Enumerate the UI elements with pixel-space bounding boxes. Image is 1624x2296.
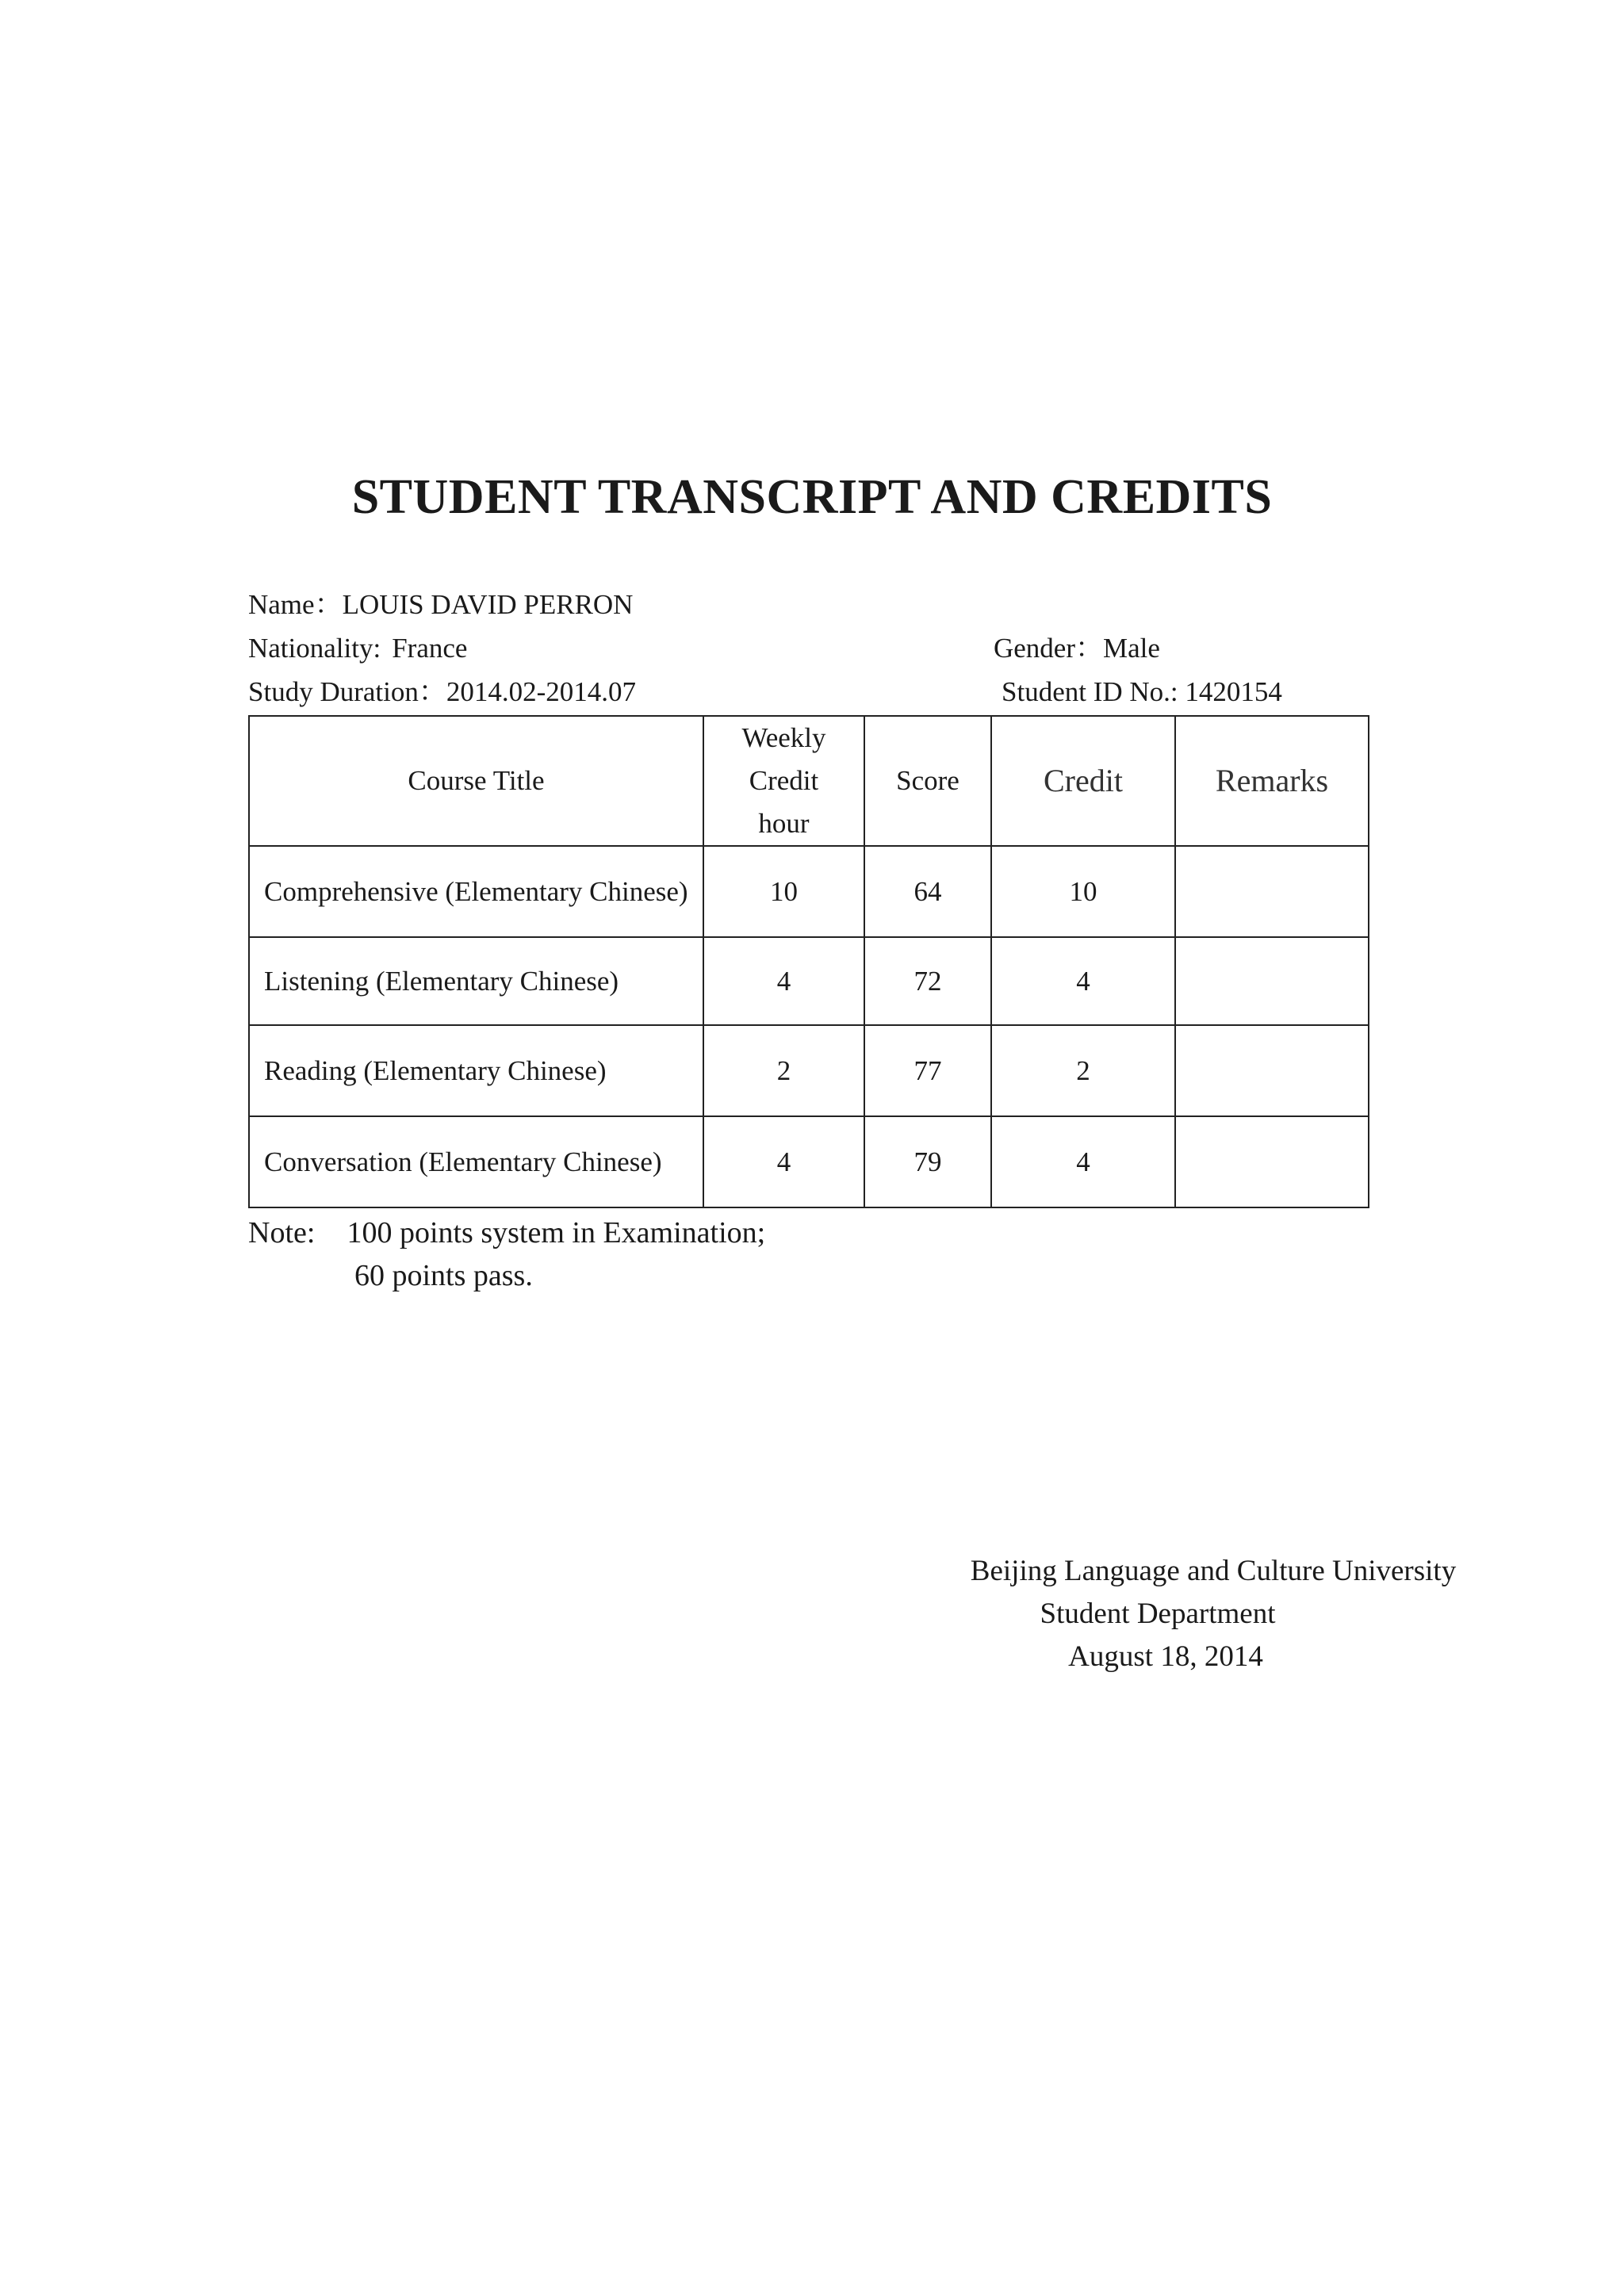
weekly-hours-cell: 2 xyxy=(703,1025,864,1116)
table-row xyxy=(249,937,1369,1025)
nationality-label: Nationality: xyxy=(248,633,381,664)
page-title: STUDENT TRANSCRIPT AND CREDITS xyxy=(351,470,1273,524)
remarks-cell xyxy=(1175,846,1369,937)
course-title-cell: Conversation (Elementary Chinese) xyxy=(249,1116,703,1207)
name-label: Name： xyxy=(248,589,343,620)
name-line xyxy=(248,587,633,622)
issuing-department: Student Department xyxy=(1040,1598,1276,1630)
student-id: 1420154 xyxy=(1185,676,1282,707)
remarks-cell xyxy=(1175,937,1369,1025)
weekly-header-line-1: Weekly xyxy=(741,722,826,753)
note-text-1: 100 points system in Examination; xyxy=(347,1216,766,1249)
score-cell: 72 xyxy=(864,937,991,1025)
credit-cell: 10 xyxy=(991,846,1175,937)
score-cell: 79 xyxy=(864,1116,991,1207)
duration-line xyxy=(248,675,636,710)
nationality-line xyxy=(248,631,467,666)
course-title-cell: Reading (Elementary Chinese) xyxy=(249,1025,703,1116)
issue-date: August 18, 2014 xyxy=(1068,1640,1263,1673)
remarks-cell xyxy=(1175,1025,1369,1116)
credit-cell: 4 xyxy=(991,1116,1175,1207)
score-cell: 77 xyxy=(864,1025,991,1116)
course-title-cell: Comprehensive (Elementary Chinese) xyxy=(249,846,703,937)
table-header-row xyxy=(249,716,1369,846)
issuing-university: Beijing Language and Culture University xyxy=(970,1555,1457,1587)
weekly-hours-cell: 4 xyxy=(703,937,864,1025)
credit-header: Credit xyxy=(991,716,1175,846)
course-title-cell: Listening (Elementary Chinese) xyxy=(249,937,703,1025)
student-nationality: France xyxy=(392,633,468,664)
table-row xyxy=(249,1025,1369,1116)
duration-label: Study Duration： xyxy=(248,676,446,707)
student-name: LOUIS DAVID PERRON xyxy=(342,589,634,620)
remarks-header: Remarks xyxy=(1175,716,1369,846)
transcript-table xyxy=(248,715,1369,1208)
student-id-label: Student ID No.: xyxy=(1002,676,1178,707)
gender-line xyxy=(994,631,1160,666)
table-row xyxy=(249,846,1369,937)
note-text-2: 60 points pass. xyxy=(354,1259,533,1292)
student-id-line xyxy=(1002,675,1282,710)
gender-label: Gender： xyxy=(994,633,1104,664)
weekly-hours-cell: 4 xyxy=(703,1116,864,1207)
credit-cell: 2 xyxy=(991,1025,1175,1116)
score-cell: 64 xyxy=(864,846,991,937)
weekly-header-line-3: hour xyxy=(758,808,810,839)
note-label: Note: xyxy=(248,1216,316,1249)
remarks-cell xyxy=(1175,1116,1369,1207)
student-gender: Male xyxy=(1103,633,1160,664)
table-row xyxy=(249,1116,1369,1207)
weekly-header-line-2: Credit xyxy=(749,765,819,796)
study-duration: 2014.02-2014.07 xyxy=(446,676,637,707)
weekly-hours-cell: 10 xyxy=(703,846,864,937)
note-line-2 xyxy=(354,1254,533,1297)
credit-cell: 4 xyxy=(991,937,1175,1025)
score-header: Score xyxy=(864,716,991,846)
weekly-credit-hour-header xyxy=(703,716,864,846)
note-line-1 xyxy=(248,1211,765,1254)
course-title-header: Course Title xyxy=(249,716,703,846)
